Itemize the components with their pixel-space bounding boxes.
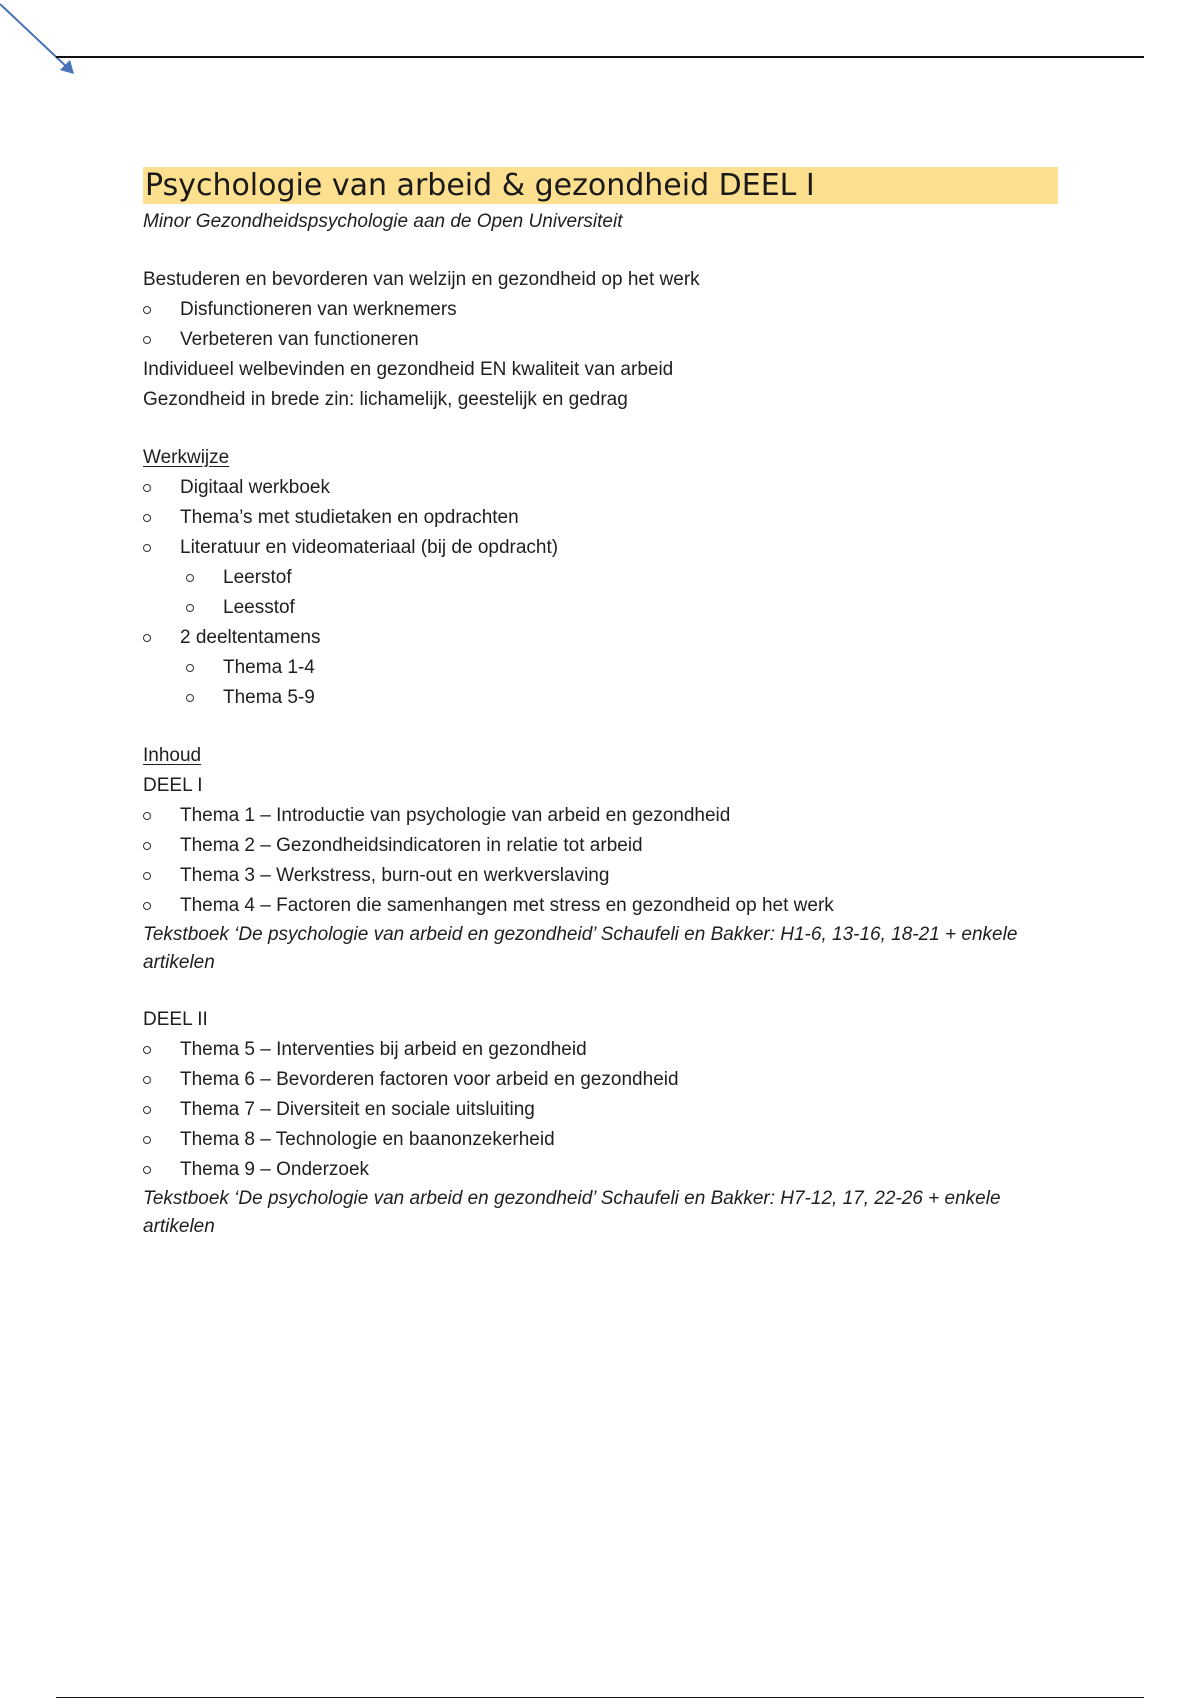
bullet-circle-icon (186, 574, 194, 582)
list-item (143, 295, 1058, 325)
bullet-circle-icon (186, 664, 194, 672)
part-label-deel-2: DEEL II (143, 1009, 208, 1030)
bullet-circle-icon (186, 604, 194, 612)
list-item (143, 1095, 1058, 1125)
section-heading-werkwijze: Werkwijze (143, 447, 230, 468)
list-item (143, 1065, 1058, 1095)
list-item-text: Thema 1-4 (223, 657, 315, 678)
textbook-reference-deel-1 (143, 921, 1058, 977)
list-item-text: Thema 1 – Introductie van psychologie van arbeid en gezondheid (180, 805, 731, 826)
part-label-deel-1: DEEL I (143, 775, 203, 796)
document-title: Psychologie van arbeid & gezondheid DEEL I (143, 167, 1058, 204)
document-body (143, 167, 1058, 1241)
header-divider (56, 56, 1144, 58)
bullet-circle-icon (143, 514, 151, 522)
footer-divider (56, 1697, 1144, 1698)
list-item (143, 801, 1058, 831)
bullet-circle-icon (143, 634, 151, 642)
bullet-circle-icon (143, 812, 151, 820)
sub-list-item (143, 683, 1058, 713)
list-item-text: Leesstof (223, 597, 295, 618)
bullet-circle-icon (143, 484, 151, 492)
list-item-text: Thema 4 – Factoren die samenhangen met stress en gezondheid op het werk (180, 895, 834, 916)
list-item-text: Thema 6 – Bevorderen factoren voor arbeid en gezondheid (180, 1069, 679, 1090)
textbook-line: artikelen (143, 952, 215, 973)
list-item (143, 623, 1058, 653)
bullet-circle-icon (143, 1106, 151, 1114)
list-item (143, 861, 1058, 891)
bullet-circle-icon (143, 902, 151, 910)
intro-lead: Bestuderen en bevorderen van welzijn en gezondheid op het werk (143, 269, 700, 290)
list-item (143, 1155, 1058, 1185)
list-item-text: 2 deeltentamens (180, 627, 321, 648)
list-item-text: Thema 9 – Onderzoek (180, 1159, 370, 1180)
bullet-circle-icon (143, 1136, 151, 1144)
list-item (143, 473, 1058, 503)
list-item-text: Thema 2 – Gezondheidsindicatoren in relatie tot arbeid (180, 835, 643, 856)
bullet-circle-icon (186, 694, 194, 702)
bullet-circle-icon (143, 336, 151, 344)
list-item-text: Thema 3 – Werkstress, burn-out en werkverslaving (180, 865, 610, 886)
list-item-text: Thema’s met studietaken en opdrachten (180, 507, 519, 528)
list-item-text: Thema 7 – Diversiteit en sociale uitsluiting (180, 1099, 535, 1120)
corner-arrow-icon (0, 0, 80, 80)
textbook-line: artikelen (143, 1216, 215, 1237)
bullet-circle-icon (143, 1046, 151, 1054)
list-item (143, 533, 1058, 563)
textbook-line: Tekstboek ‘De psychologie van arbeid en gezondheid’ Schaufeli en Bakker: H7-12, 17, 22-26 + enkele (143, 1188, 1001, 1209)
sub-list-item (143, 563, 1058, 593)
list-item (143, 325, 1058, 355)
list-item-text: Leerstof (223, 567, 292, 588)
sub-list-item (143, 653, 1058, 683)
list-item-text: Thema 5 – Interventies bij arbeid en gezondheid (180, 1039, 587, 1060)
section-heading-inhoud: Inhoud (143, 745, 202, 766)
intro-line: Individueel welbevinden en gezondheid EN kwaliteit van arbeid (143, 359, 674, 380)
intro-line: Gezondheid in brede zin: lichamelijk, geestelijk en gedrag (143, 389, 628, 410)
list-item-text: Disfunctioneren van werknemers (180, 299, 457, 320)
list-item (143, 891, 1058, 921)
list-item (143, 1035, 1058, 1065)
list-item-text: Thema 5-9 (223, 687, 315, 708)
list-item (143, 831, 1058, 861)
list-item-text: Digitaal werkboek (180, 477, 330, 498)
bullet-circle-icon (143, 1166, 151, 1174)
sub-list-item (143, 593, 1058, 623)
textbook-reference-deel-2 (143, 1185, 1058, 1241)
list-item (143, 1125, 1058, 1155)
bullet-circle-icon (143, 306, 151, 314)
textbook-line: Tekstboek ‘De psychologie van arbeid en gezondheid’ Schaufeli en Bakker: H1-6, 13-16, 18-21 + enkele (143, 924, 1018, 945)
list-item-text: Verbeteren van functioneren (180, 329, 419, 350)
bullet-circle-icon (143, 842, 151, 850)
bullet-circle-icon (143, 1076, 151, 1084)
bullet-circle-icon (143, 544, 151, 552)
bullet-circle-icon (143, 872, 151, 880)
list-item (143, 503, 1058, 533)
list-item-text: Thema 8 – Technologie en baanonzekerheid (180, 1129, 555, 1150)
list-item-text: Literatuur en videomateriaal (bij de opdracht) (180, 537, 559, 558)
document-subtitle: Minor Gezondheidspsychologie aan de Open Universiteit (143, 211, 623, 232)
